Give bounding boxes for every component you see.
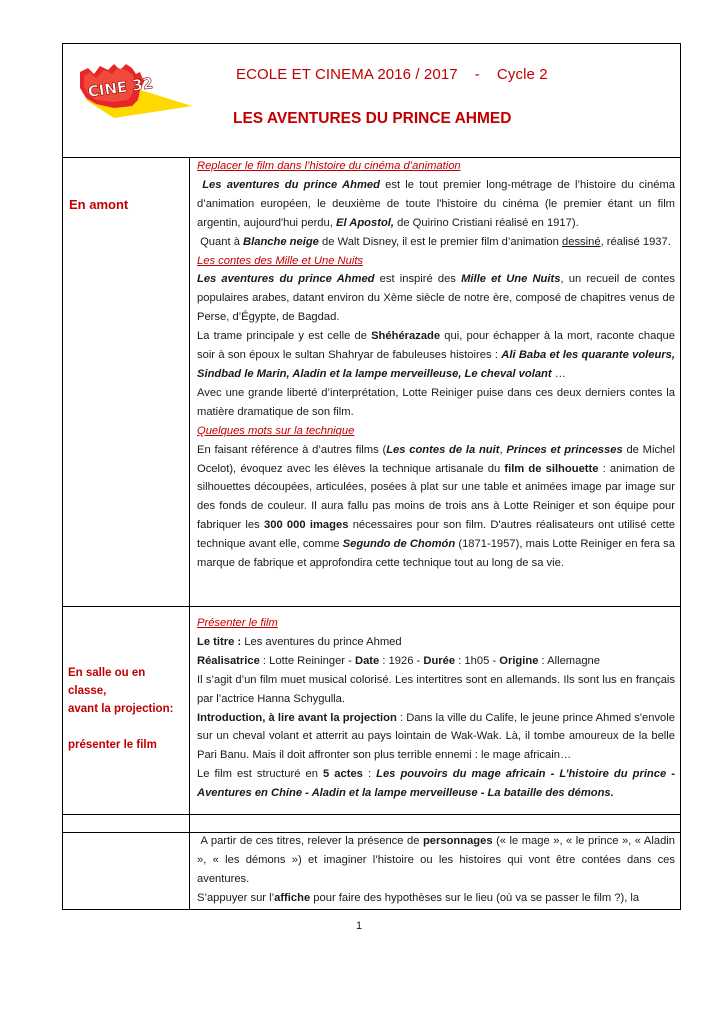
section-label-salle: En salle ou en classe, avant la projection: présenter le film xyxy=(68,667,174,751)
column-divider xyxy=(189,157,190,910)
subheading: Quelques mots sur la technique xyxy=(197,424,355,437)
row-divider xyxy=(62,814,681,815)
section-content-salle: Présenter le film Le titre : Les aventures du prince Ahmed Réalisatrice : Lotte Reininger - Date : 1926 - Durée : 1h05 - Origine : Allemagne Il s’agit d’un film muet musical colorisé. Les intertitres sont en allemands. Ils sont lus en français par l’actrice Hanna Schygulla. Introduction, à lire avant la projection : Dans la ville du Calife, le jeune prince Ahmed s'envole sur un cheval volant et atterrit au pays lointain de Wak-Wak. Là, il tombe amoureux de la belle Pari Banu. Mais il doit affronter son plus terrible ennemi : le mage africain… Le film est structuré en 5 actes : Les pouvoirs du mage africain - L’histoire du prince - Aventures en Chine - Aladin et la lampe merveilleuse - La bataille des démons. xyxy=(197,617,675,800)
section-label-amont: En amont xyxy=(69,197,129,212)
film-title: LES AVENTURES DU PRINCE AHMED xyxy=(233,110,512,127)
section-content-activite: A partir de ces titres, relever la présence de personnages (« le mage », « le prince », « Aladin », « les démons ») et imaginer l’histoire ou les histoires qui vont être contées dans ces aventures. S’appuyer sur l’affiche pour faire des hypothèses sur le lieu (où va se passer le film ?), la xyxy=(197,835,675,904)
section-content-amont: Replacer le film dans l’histoire du cinéma d’animation Les aventures du prince Ahmed est le tout premier long-métrage de l’histoire du cinéma d’animation européen, le deuxième de toute l'histoire du cinéma (le premier étant un film argentin, aujourd'hui perdu, El Apostol, de Quirino Cristiani réalisé en 1917). Quant à Blanche neige de Walt Disney, il est le premier film d’animation dessiné, réalisé 1937. Les contes des Mille et Une Nuits Les aventures du prince Ahmed est inspiré des Mille et Une Nuits, un recueil de contes populaires arabes, datant environ du Xème siècle de notre ère, composé de chapitres venus de Perse, d’Égypte, de Bagdad. La trame principale y est celle de Shéhérazade qui, pour échapper à la mort, raconte chaque soir à son époux le sultan Shahryar de fabuleuses histoires : Ali Baba et les quarante voleurs, Sindbad le Marin, Aladin et la lampe merveilleuse, Le cheval volant … Avec une grande liberté d’interprétation, Lotte Reiniger puise dans ces deux derniers contes la matière dramatique de son film. Quelques mots sur la technique En faisant référence à d’autres films (Les contes de la nuit, Princes et princesses de Michel Ocelot), évoquez avec les élèves la technique artisanale du film de silhouette : animation de silhouettes découpées, articulées, posées à plat sur une table et animées image par image sur des fonds de couleur. Il aura fallu pas moins de trois ans à Lotte Reiniger et son équipe pour fabriquer les 300 000 images nécessaires pour son film. D'autres réalisateurs ont utilisé cette technique avant elle, comme Segundo de Chomón (1871-1957), mais Lotte Reiniger en fera sa marque de fabrique et approfondira cette technique tout au long de sa vie. xyxy=(197,160,676,570)
cine32-logo xyxy=(74,60,194,130)
row-divider xyxy=(62,606,681,607)
header-title: ECOLE ET CINEMA 2016 / 2017 - Cycle 2 xyxy=(236,66,548,83)
subheading: Présenter le film xyxy=(197,617,278,629)
subheading: Replacer le film dans l’histoire du cinéma d’animation xyxy=(197,160,461,172)
svg-text:CINE 32: CINE 32 xyxy=(86,74,155,101)
page-number: 1 xyxy=(356,920,363,932)
subheading: Les contes des Mille et Une Nuits xyxy=(197,254,364,267)
